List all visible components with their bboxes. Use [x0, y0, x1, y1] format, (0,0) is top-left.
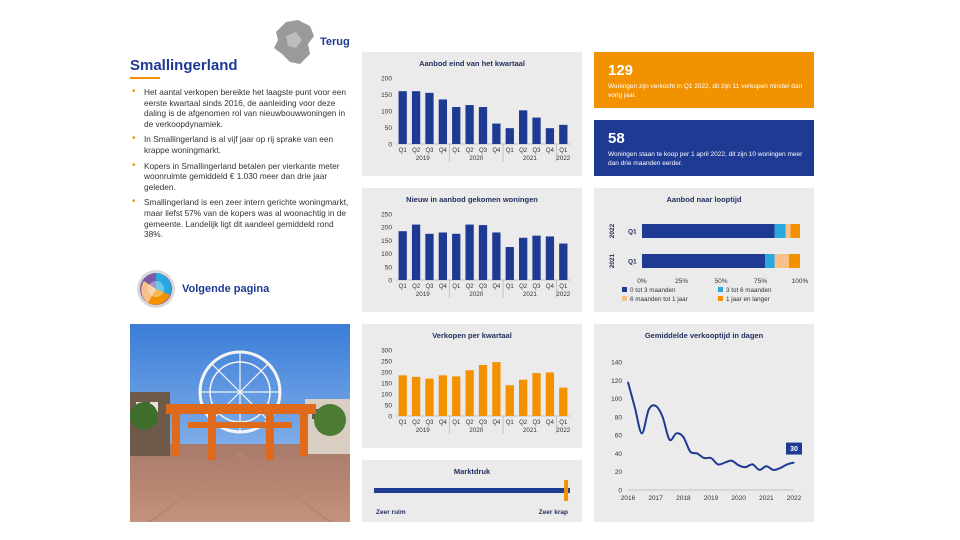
data-point — [669, 439, 670, 440]
y-tick-label: 50 — [384, 264, 392, 272]
x-tick-label: 2020 — [731, 495, 746, 502]
x-tick-label: 100% — [791, 278, 809, 285]
chart-nieuw — [362, 188, 582, 312]
x-tick-label: Q2 — [519, 284, 528, 290]
x-tick-label: 2021 — [759, 495, 774, 502]
bullet-item: • Het aantal verkopen bereikte het laagste punt voor een eerste kwartaal sinds 2016, de aanleiding voor deze daling is de afgenomen rol van nieuwbouwwoningen in de verkoopdynamiek. — [130, 87, 350, 129]
x-tick-label: 25% — [674, 278, 689, 285]
year-label: 2021 — [522, 155, 537, 162]
bar — [559, 388, 567, 416]
bar — [465, 105, 473, 144]
legend-label: 0 tot 3 maanden — [630, 287, 676, 294]
x-tick-label: Q1 — [559, 420, 568, 426]
bar — [506, 247, 514, 280]
x-tick-label: Q1 — [398, 148, 407, 154]
kpi-for-sale-text: Woningen staan te koop per 1 april 2022, dit zijn 10 woningen meer dan drie maanden eerder. — [608, 151, 803, 167]
category-label: Q1 — [628, 228, 637, 236]
bar — [532, 236, 540, 280]
bar — [399, 231, 407, 280]
x-tick-label: Q2 — [465, 148, 474, 154]
marktdruk-right-label: Zeer krap — [538, 509, 568, 516]
x-tick-label: Q3 — [532, 420, 541, 426]
bar — [506, 385, 514, 416]
y-tick-label: 300 — [381, 347, 392, 355]
year-label: 2019 — [415, 291, 430, 298]
bar — [519, 380, 527, 416]
panel-marktdruk — [362, 460, 582, 522]
bar — [399, 375, 407, 416]
y-tick-label: 120 — [611, 377, 622, 385]
panel-aanbod — [362, 52, 582, 176]
legend-swatch — [718, 296, 723, 301]
legend-label: 1 jaar en langer — [726, 296, 770, 303]
bullet-item: • Kopers in Smallingerland betalen per vierkante meter woonruimte gemiddeld € 1.030 meer dan drie jaar geleden. — [130, 161, 350, 193]
data-point — [738, 465, 739, 466]
bar-segment — [786, 224, 791, 238]
bar — [532, 118, 540, 144]
bar — [546, 372, 554, 416]
x-tick-label: Q2 — [465, 284, 474, 290]
bar — [425, 93, 433, 144]
x-tick-label: Q2 — [465, 420, 474, 426]
series-line — [628, 382, 794, 470]
y-tick-label: 140 — [611, 359, 622, 367]
data-point — [648, 409, 649, 410]
x-tick-label: 2018 — [676, 495, 691, 502]
bar — [519, 238, 527, 280]
panel-nieuw — [362, 188, 582, 312]
y-tick-label: 250 — [381, 211, 392, 219]
bar — [425, 379, 433, 416]
year-label: 2020 — [469, 427, 484, 434]
y-tick-label: 20 — [614, 469, 622, 477]
bar — [546, 236, 554, 280]
panel-verkopen — [362, 324, 582, 448]
bar — [479, 225, 487, 280]
bar — [506, 128, 514, 144]
x-tick-label: Q1 — [398, 284, 407, 290]
x-tick-label: 2016 — [620, 495, 636, 502]
page-title: Smallingerland — [130, 57, 238, 74]
x-tick-label: Q1 — [505, 284, 514, 290]
x-tick-label: Q3 — [478, 148, 488, 154]
panel-looptijd — [594, 188, 814, 312]
category-label: Q1 — [628, 258, 637, 266]
y-tick-label: 200 — [381, 224, 392, 232]
chart-verkooptijd — [594, 324, 814, 522]
year-label: 2021 — [522, 291, 537, 298]
bar — [412, 225, 420, 280]
chart-aanbod — [362, 52, 582, 176]
year-label: 2020 — [469, 155, 484, 162]
x-tick-label: Q4 — [492, 420, 501, 426]
data-point — [766, 466, 767, 467]
data-point — [690, 451, 691, 452]
kpi-sold-box — [594, 52, 814, 108]
y-tick-label: 0 — [388, 277, 392, 285]
bar-segment — [642, 254, 765, 268]
x-tick-label: Q4 — [438, 148, 447, 154]
pie-chart-icon — [136, 269, 176, 309]
bar — [519, 110, 527, 144]
y-tick-label: 150 — [381, 237, 392, 245]
x-tick-label: Q1 — [505, 420, 514, 426]
next-page-button[interactable] — [136, 269, 269, 309]
y-tick-label: 50 — [384, 402, 392, 410]
x-tick-label: 75% — [753, 278, 768, 285]
bar-segment — [789, 254, 800, 268]
y-tick-label: 150 — [381, 380, 392, 388]
x-tick-label: Q2 — [519, 148, 528, 154]
year-label: 2022 — [556, 291, 571, 298]
x-tick-label: Q2 — [412, 284, 421, 290]
x-tick-label: Q2 — [519, 420, 528, 426]
x-tick-label: Q3 — [478, 420, 488, 426]
data-point — [641, 433, 642, 434]
y-tick-label: 60 — [614, 432, 622, 440]
bar — [399, 91, 407, 144]
data-point — [759, 469, 760, 470]
data-point — [773, 469, 774, 470]
bar — [439, 375, 447, 416]
x-tick-label: Q3 — [532, 284, 541, 290]
bar-segment — [765, 254, 774, 268]
bar-segment — [775, 254, 789, 268]
group-label: 2022 — [609, 223, 616, 239]
x-tick-label: Q4 — [545, 420, 554, 426]
marktdruk-title: Marktdruk — [453, 467, 491, 476]
data-point — [724, 462, 725, 463]
x-tick-label: Q3 — [425, 148, 434, 154]
marktdruk-marker — [564, 480, 568, 501]
intro-bullet-list — [130, 87, 350, 245]
chart-verkopen — [362, 324, 582, 448]
year-label: 2019 — [415, 427, 430, 434]
kpi-sold-text: Woningen zijn verkocht in Q1 2022, dit zijn 11 verkopen minder dan vorig jaar. — [608, 83, 803, 99]
title-underline — [130, 77, 160, 79]
y-tick-label: 50 — [384, 125, 392, 132]
x-tick-label: Q2 — [412, 148, 421, 154]
y-tick-label: 80 — [614, 414, 622, 422]
bar — [559, 244, 567, 280]
data-point — [697, 453, 698, 454]
data-point — [676, 433, 677, 434]
bullet-item: • In Smallingerland is al vijf jaar op rij sprake van een krappe woningmarkt. — [130, 134, 350, 155]
x-tick-label: 2022 — [786, 495, 802, 502]
bar — [559, 125, 567, 144]
kpi-for-sale-box — [594, 120, 814, 176]
x-tick-label: Q3 — [478, 284, 488, 290]
bar — [412, 377, 420, 416]
back-link[interactable]: Terug — [320, 36, 350, 48]
group-label: 2021 — [609, 253, 616, 269]
bar-segment — [775, 224, 786, 238]
y-tick-label: 0 — [388, 141, 392, 149]
y-tick-label: 100 — [611, 396, 622, 404]
x-tick-label: 2019 — [703, 495, 719, 502]
panel-verkooptijd — [594, 324, 814, 522]
data-point — [627, 382, 628, 383]
bar — [492, 124, 500, 144]
bar — [532, 373, 540, 416]
x-tick-label: Q4 — [492, 284, 501, 290]
bar — [492, 232, 500, 280]
data-point — [683, 436, 684, 437]
x-tick-label: Q2 — [412, 420, 421, 426]
kpi-sold-value: 129 — [608, 62, 634, 79]
y-tick-label: 100 — [381, 391, 392, 399]
bar — [492, 362, 500, 416]
town-square-photo — [130, 324, 350, 522]
year-label: 2019 — [415, 155, 430, 162]
y-tick-label: 100 — [381, 251, 392, 259]
x-tick-label: Q4 — [438, 420, 447, 426]
x-tick-label: Q1 — [452, 148, 461, 154]
bar — [412, 91, 420, 144]
chart-title: Gemiddelde verkooptijd in dagen — [644, 331, 764, 340]
year-label: 2020 — [469, 291, 484, 298]
data-point — [662, 416, 663, 417]
data-point — [703, 457, 704, 458]
legend-label: 6 maanden tot 1 jaar — [630, 296, 688, 303]
legend-swatch — [622, 287, 627, 292]
x-tick-label: Q1 — [452, 284, 461, 290]
bar — [439, 99, 447, 144]
y-tick-label: 200 — [381, 369, 392, 377]
year-label: 2021 — [522, 427, 537, 434]
y-tick-label: 0 — [388, 413, 392, 421]
x-tick-label: Q1 — [398, 420, 407, 426]
bar — [465, 225, 473, 280]
marktdruk-track — [374, 488, 570, 493]
last-value-label: 30 — [790, 446, 798, 454]
bar — [452, 107, 460, 144]
x-tick-label: Q4 — [545, 284, 554, 290]
bar — [452, 234, 460, 280]
data-point — [634, 407, 635, 408]
x-tick-label: 2017 — [648, 495, 663, 502]
bar — [439, 232, 447, 280]
y-tick-label: 250 — [381, 358, 392, 366]
bar — [479, 365, 487, 416]
data-point — [710, 457, 711, 458]
bar — [425, 234, 433, 280]
x-tick-label: 0% — [637, 278, 647, 285]
x-tick-label: Q4 — [492, 148, 501, 154]
x-tick-label: 50% — [714, 278, 728, 285]
legend-swatch — [718, 287, 723, 292]
bar — [465, 370, 473, 416]
next-page-label[interactable]: Volgende pagina — [182, 283, 270, 295]
year-label: 2022 — [556, 155, 571, 162]
y-tick-label: 200 — [381, 75, 392, 83]
legend-swatch — [622, 296, 627, 301]
chart-title: Nieuw in aanbod gekomen woningen — [406, 195, 538, 204]
legend-label: 3 tot 6 maanden — [726, 287, 772, 294]
marktdruk-gauge — [362, 460, 582, 522]
bar-segment — [791, 224, 800, 238]
x-tick-label: Q1 — [559, 148, 568, 154]
chart-title: Aanbod eind van het kwartaal — [419, 59, 525, 68]
bar — [479, 107, 487, 144]
data-point — [717, 464, 718, 465]
x-tick-label: Q4 — [438, 284, 447, 290]
data-point — [731, 460, 732, 461]
kpi-for-sale-value: 58 — [608, 130, 625, 147]
x-tick-label: Q1 — [559, 284, 568, 290]
y-tick-label: 150 — [381, 92, 392, 99]
data-point — [793, 462, 794, 463]
y-tick-label: 40 — [614, 450, 622, 458]
marktdruk-left-label: Zeer ruim — [376, 509, 406, 516]
x-tick-label: Q1 — [452, 420, 461, 426]
data-point — [752, 464, 753, 465]
x-tick-label: Q3 — [532, 148, 541, 154]
chart-looptijd — [594, 188, 814, 312]
x-tick-label: Q3 — [425, 420, 434, 426]
y-tick-label: 0 — [618, 487, 622, 495]
year-label: 2022 — [556, 427, 571, 434]
data-point — [655, 405, 656, 406]
bullet-item: • Smallingerland is een zeer intern gerichte woningmarkt, maar liefst 57% van de kopers was al woonachtig in de gemeente. Landelijk ligt dit aandeel gemiddeld rond 38%. — [130, 197, 350, 239]
data-point — [780, 467, 781, 468]
x-tick-label: Q1 — [505, 148, 514, 154]
y-tick-label: 100 — [381, 108, 392, 116]
bar-segment — [642, 224, 775, 238]
x-tick-label: Q3 — [425, 284, 434, 290]
data-point — [786, 464, 787, 465]
bar — [452, 376, 460, 416]
data-point — [745, 467, 746, 468]
bar — [546, 128, 554, 144]
chart-title: Aanbod naar looptijd — [666, 195, 742, 204]
region-map-icon[interactable] — [270, 18, 318, 68]
x-tick-label: Q4 — [545, 148, 554, 154]
chart-title: Verkopen per kwartaal — [432, 331, 512, 340]
